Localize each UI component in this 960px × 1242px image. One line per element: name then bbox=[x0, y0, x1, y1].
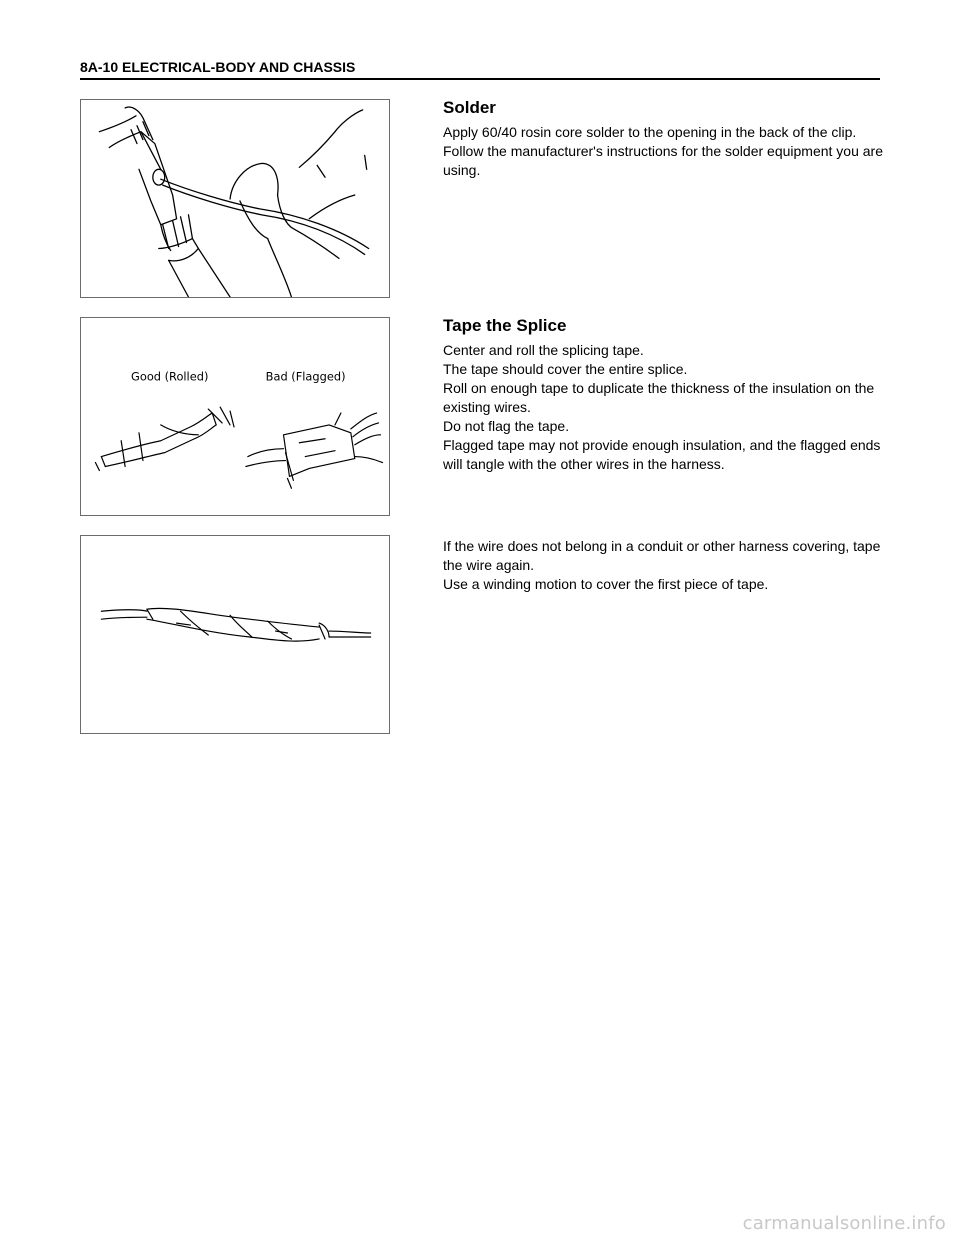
retape-step-2: Use a winding motion to cover the first piece of tape. bbox=[443, 576, 769, 592]
tape-splice-section bbox=[443, 315, 883, 474]
retape-section bbox=[443, 537, 883, 594]
solder-step-1: Apply 60/40 rosin core solder to the opening in the back of the clip. bbox=[443, 124, 857, 140]
tape-step-3: Roll on enough tape to duplicate the thickness of the insulation on the existing wires. bbox=[443, 380, 875, 415]
page-header bbox=[80, 58, 880, 80]
retape-step-1: If the wire does not belong in a conduit or other harness covering, tape the wire again. bbox=[443, 538, 881, 573]
tape-step-4: Do not flag the tape. bbox=[443, 418, 570, 434]
tape-step-5: Flagged tape may not provide enough insulation, and the flagged ends will tangle with the other wires in the harness. bbox=[443, 437, 881, 472]
tape-splice-illustration bbox=[80, 317, 390, 516]
watermark: carmanualsonline.info bbox=[742, 1213, 946, 1234]
solder-step-2: Follow the manufacturer's instructions for the solder equipment you are using. bbox=[443, 143, 884, 178]
tape-step-1: Center and roll the splicing tape. bbox=[443, 342, 644, 358]
winding-tape-illustration bbox=[80, 535, 390, 734]
label-bad-flagged: Bad (Flagged) bbox=[265, 369, 346, 384]
solder-illustration bbox=[80, 99, 390, 298]
page-title: 8A-10 ELECTRICAL-BODY AND CHASSIS bbox=[80, 59, 356, 75]
section-title-solder: Solder bbox=[443, 98, 496, 117]
solder-section bbox=[443, 97, 883, 180]
label-good-rolled: Good (Rolled) bbox=[131, 369, 209, 384]
section-title-tape-splice: Tape the Splice bbox=[443, 316, 567, 335]
tape-step-2: The tape should cover the entire splice. bbox=[443, 361, 688, 377]
